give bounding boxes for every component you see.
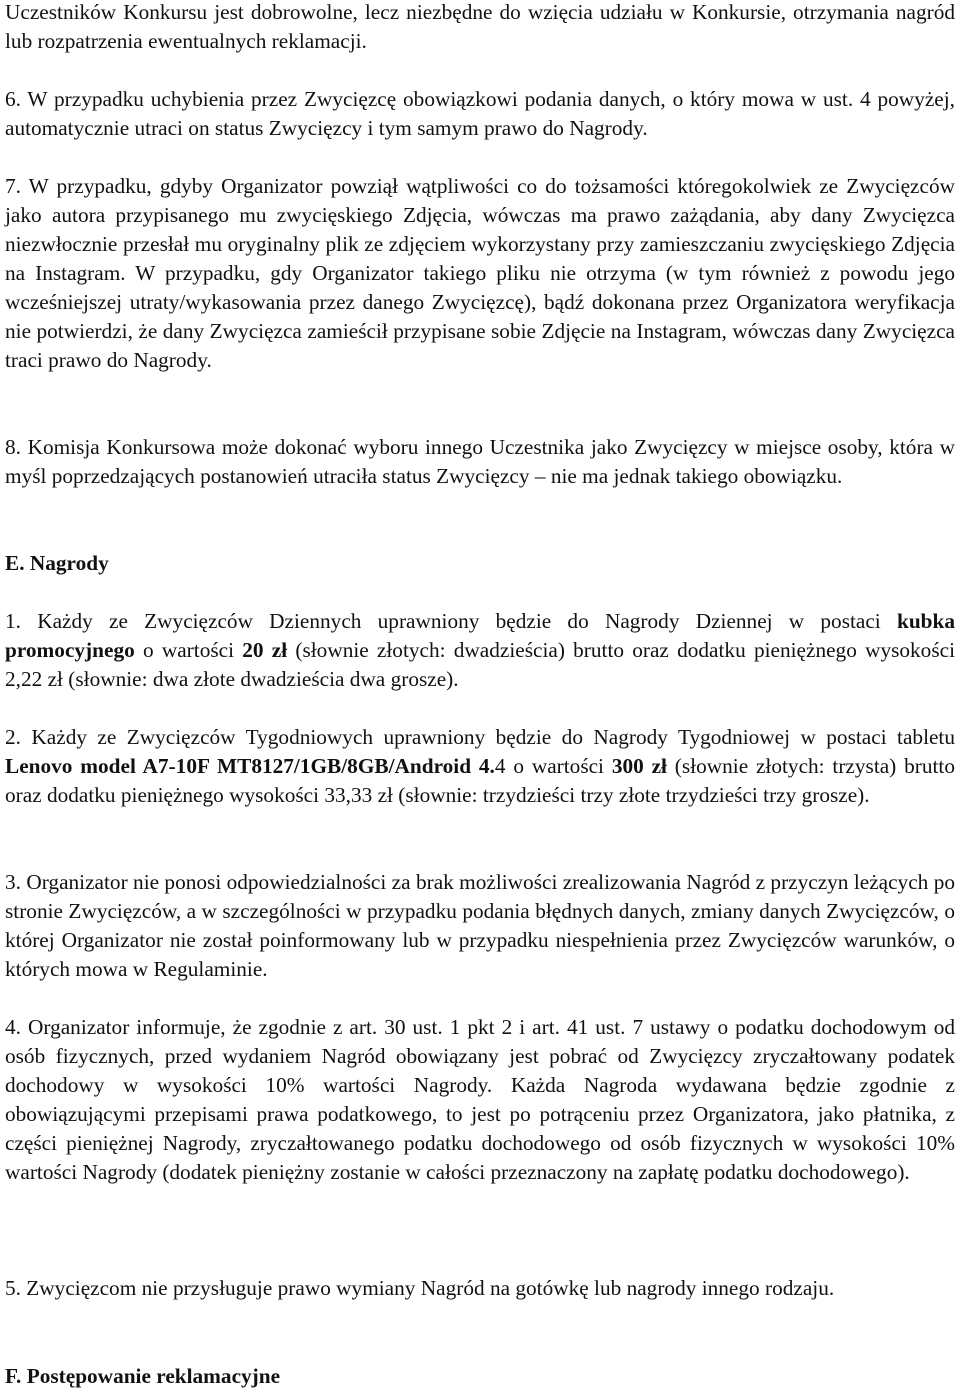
section-heading-e: E. Nagrody xyxy=(5,551,109,575)
paragraph-7: 7. W przypadku, gdyby Organizator powziął wątpliwości co do tożsamości któregokolwiek ze Zwycięzców jako autora przypisanego mu zwycięskiego Zdjęcia, wówczas ma prawo zażądania, aby dany Zwycięzca niezwłocznie przesłał mu oryginalny plik ze zdjęciem wykorzystany przy zamieszczaniu zwycięskiego Zdjęcia na Instagram. W przypadku, gdy Organizator takiego pliku nie otrzyma (w tym również z powodu jego wcześniejszej utraty/wykasowania przez danego Zwycięzcę), bądź dokonana przez Organizatora weryfikacja nie potwierdzi, że dany Zwycięzca zamieścił przypisane sobie Zdjęcie na Instagram, wówczas dany Zwycięzca traci prawo do Nagrody. xyxy=(5,174,955,372)
e2-prize-value: 300 zł xyxy=(611,754,667,778)
e2-prize-name: Lenovo model A7-10F MT8127/1GB/8GB/Android 4. xyxy=(5,754,495,778)
e2-text-3: (słownie złotych: trzysta) brutto oraz dodatku pieniężnego wysokości 33,33 zł (słownie: trzydzieści trzy złote trzydzieści trzy grosze). xyxy=(5,754,955,807)
paragraph-e3: 3. Organizator nie ponosi odpowiedzialności za brak możliwości zrealizowania Nagród z przyczyn leżących po stronie Zwycięzców, a w szczególności w przypadku podania błędnych danych, zmiany danych Zwycięzców, o której Organizator nie został poinformowany lub w przypadku niespełnienia przez Zwycięzców warunków, o których mowa w Regulaminie. xyxy=(5,870,955,981)
paragraph-e2 xyxy=(5,723,955,810)
e1-text-2: o wartości xyxy=(134,638,243,662)
paragraph-8: 8. Komisja Konkursowa może dokonać wyboru innego Uczestnika jako Zwycięzcy w miejsce osoby, która w myśl poprzedzających postanowień utraciła status Zwycięzcy – nie ma jednak takiego obowiązku. xyxy=(5,435,955,488)
e1-prize-value: 20 zł xyxy=(242,638,288,662)
paragraph-e4: 4. Organizator informuje, że zgodnie z art. 30 ust. 1 pkt 2 i art. 41 ust. 7 ustawy o podatku dochodowym od osób fizycznych, przed wydaniem Nagród obowiązany jest pobrać od Zwycięzcy zryczałtowany podatek dochodowy w wysokości 10% wartości Nagrody. Każda Nagroda wydawana będzie zgodnie z obowiązującymi przepisami prawa podatkowego, to jest po potrąceniu przez Organizatora, jako płatnika, z części pieniężnej Nagrody, zryczałtowanego podatku dochodowego od osób fizycznych w wysokości 10% wartości Nagrody (dodatek pieniężny zostanie w całości przeznaczony na zapłatę podatku dochodowego). xyxy=(5,1015,955,1184)
e2-text-2: 4 o wartości xyxy=(494,754,612,778)
paragraph-participation: Uczestników Konkursu jest dobrowolne, lecz niezbędne do wzięcia udziału w Konkursie, otrzymania nagród lub rozpatrzenia ewentualnych reklamacji. xyxy=(5,0,955,53)
e1-text-3: (słownie złotych: dwadzieścia) brutto oraz dodatku pieniężnego wysokości 2,22 zł (słownie: dwa złote dwadzieścia dwa grosze). xyxy=(5,638,955,691)
paragraph-e5: 5. Zwycięzcom nie przysługuje prawo wymiany Nagród na gotówkę lub nagrody innego rodzaju. xyxy=(5,1276,835,1300)
e1-prize-name: kubka promocyjnego xyxy=(5,609,955,662)
paragraph-6: 6. W przypadku uchybienia przez Zwycięzcę obowiązkowi podania danych, o który mowa w ust. 4 powyżej, automatycznie utraci on status Zwycięzcy i tym samym prawo do Nagrody. xyxy=(5,87,955,140)
e2-text-1: 2. Każdy ze Zwycięzców Tygodniowych uprawniony będzie do Nagrody Tygodniowej w postaci tabletu xyxy=(5,725,955,749)
e1-text-1: 1. Każdy ze Zwycięzców Dziennych uprawniony będzie do Nagrody Dziennej w postaci xyxy=(5,609,897,633)
paragraph-e1 xyxy=(5,607,955,694)
section-heading-f: F. Postępowanie reklamacyjne xyxy=(5,1364,281,1388)
